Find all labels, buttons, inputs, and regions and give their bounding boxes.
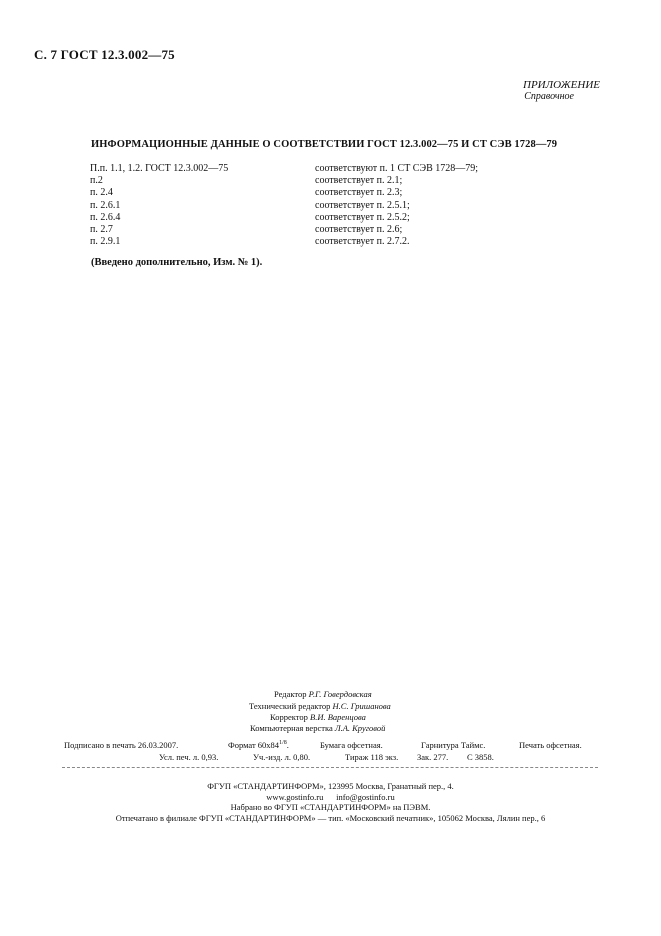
pub-paper: Бумага офсетная. <box>320 740 383 750</box>
pub-typeface: Гарнитура Таймс. <box>421 740 486 750</box>
footer-website[interactable]: www.gostinfo.ru <box>266 792 324 802</box>
credit-tech-editor <box>249 701 391 711</box>
main-heading: ИНФОРМАЦИОННЫЕ ДАННЫЕ О СООТВЕТСТВИИ ГОСТ 12.3.002—75 И СТ СЭВ 1728—79 <box>91 139 558 150</box>
gost-clause: п. 2.4 <box>90 187 113 199</box>
sev-clause: соответствуют п. 1 СТ СЭВ 1728—79; <box>315 163 479 174</box>
amendment-note: (Введено дополнительно, Изм. № 1). <box>91 257 263 268</box>
table-row <box>90 236 478 248</box>
correspondence-table <box>90 163 478 248</box>
credit-name: В.И. Варенцова <box>310 712 366 722</box>
sev-clause: соответствует п. 2.1; <box>315 175 403 187</box>
table-row <box>90 200 478 212</box>
table-row <box>90 224 478 236</box>
table-row <box>90 212 478 224</box>
footer-printed: Отпечатано в филиале ФГУП «СТАНДАРТИНФОРМ» — тип. «Московский печатник», 105062 Москва, Лялин пер., 6 <box>115 813 546 823</box>
pub-format-label: Формат 60x84 <box>228 740 280 750</box>
pub-format-fraction: 1/8 <box>279 740 287 747</box>
credit-role: Компьютерная верстка <box>250 723 333 733</box>
pub-format-end: . <box>286 740 289 750</box>
appendix-subtitle: Справочное <box>524 91 574 102</box>
table-row <box>90 187 478 199</box>
credit-editor <box>274 689 372 699</box>
pub-printing: Печать офсетная. <box>519 740 582 750</box>
credit-name: Н.С. Гришанова <box>332 701 391 711</box>
credit-corrector <box>270 712 366 722</box>
sev-clause: соответствует п. 2.5.2; <box>315 211 410 223</box>
sev-clause: соответствует п. 2.5.1; <box>315 199 410 211</box>
table-row <box>90 175 478 187</box>
pub-pub-sheets: Уч.-изд. л. 0,80. <box>253 752 311 762</box>
credit-role: Редактор <box>274 689 307 699</box>
page-header: С. 7 ГОСТ 12.3.002—75 <box>34 47 175 62</box>
credit-role: Технический редактор <box>249 701 331 711</box>
credit-name: Л.А. Круговой <box>334 723 386 733</box>
pub-order: Зак. 277. <box>417 752 449 762</box>
appendix-title: ПРИЛОЖЕНИЕ <box>523 79 600 91</box>
gost-clause: п. 2.7 <box>90 223 113 235</box>
credit-layout <box>250 723 385 733</box>
footer-typeset: Набрано во ФГУП «СТАНДАРТИНФОРМ» на ПЭВМ. <box>230 802 431 812</box>
gost-clause: п.2 <box>90 175 103 187</box>
table-row <box>90 163 478 175</box>
pub-print-sheets: Усл. печ. л. 0,93. <box>159 752 219 762</box>
sev-clause: соответствует п. 2.6; <box>315 223 403 235</box>
credit-role: Корректор <box>270 712 308 722</box>
divider <box>62 767 598 768</box>
credit-name: Р.Г. Говердовская <box>308 689 372 699</box>
pub-circulation: Тираж 118 экз. <box>345 752 399 762</box>
gost-clause: п. 2.6.1 <box>90 199 121 211</box>
pub-code: С 3858. <box>467 752 494 762</box>
footer-publisher: ФГУП «СТАНДАРТИНФОРМ», 123995 Москва, Гранатный пер., 4. <box>207 781 454 791</box>
footer-contacts <box>0 792 661 802</box>
gost-clause: П.п. 1.1, 1.2. ГОСТ 12.3.002—75 <box>90 163 229 174</box>
pub-signed: Подписано в печать 26.03.2007. <box>64 740 179 750</box>
gost-clause: п. 2.9.1 <box>90 236 121 248</box>
sev-clause: соответствует п. 2.7.2. <box>315 236 410 248</box>
gost-clause: п. 2.6.4 <box>90 211 121 223</box>
sev-clause: соответствует п. 2.3; <box>315 187 403 199</box>
pub-format <box>228 740 289 750</box>
footer-email[interactable]: info@gostinfo.ru <box>336 792 395 802</box>
